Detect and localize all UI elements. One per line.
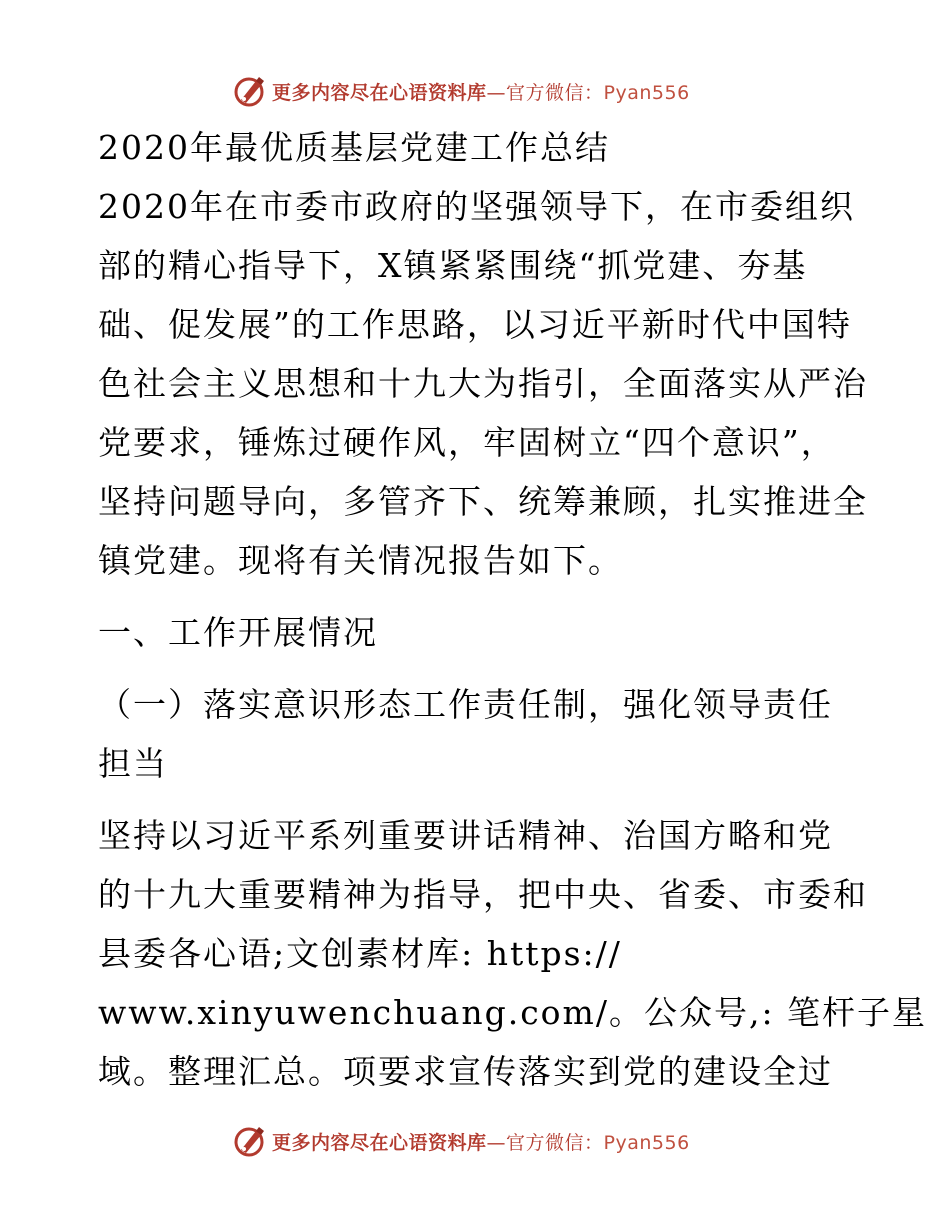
paragraph2-line: www.xinyuwenchuang.com/。公众号,: 笔杆子星 [98, 993, 928, 1032]
paragraph1-line: 镇党建。现将有关情况报告如下。 [98, 541, 623, 580]
watermark-dash: — [486, 81, 507, 104]
watermark-text [272, 1128, 690, 1155]
pen-logo-icon [232, 73, 268, 109]
document-title: 2020年最优质基层党建工作总结 [98, 128, 610, 167]
watermark-id: Pyan556 [603, 81, 690, 104]
paragraph2-line: 县委各心语;文创素材库: https:// [98, 934, 622, 973]
paragraph2-line: 的十九大重要精神为指导，把中央、省委、市委和 [98, 875, 868, 914]
watermark-banner-top [232, 71, 690, 111]
watermark-id: Pyan556 [603, 1131, 690, 1154]
subsection-heading-line: 担当 [98, 744, 168, 783]
watermark-text [272, 78, 690, 105]
watermark-dash: — [486, 1131, 507, 1154]
section-heading: 一、工作开展情况 [98, 613, 378, 652]
paragraph1-line: 部的精心指导下，X镇紧紧围绕“抓党建、夯基 [98, 246, 808, 285]
watermark-sub: 官方微信： [506, 1131, 604, 1154]
watermark-banner-bottom [232, 1121, 690, 1161]
watermark-main: 更多内容尽在心语资料库 [272, 1131, 487, 1154]
paragraph1-line: 2020年在市委市政府的坚强领导下，在市委组织 [98, 187, 855, 226]
document-body [98, 120, 928, 1092]
paragraph2-line: 坚持以习近平系列重要讲话精神、治国方略和党 [98, 816, 833, 855]
paragraph1-line: 色社会主义思想和十九大为指引，全面落实从严治 [98, 364, 868, 403]
paragraph1-line: 坚持问题导向，多管齐下、统筹兼顾，扎实推进全 [98, 482, 868, 521]
watermark-main: 更多内容尽在心语资料库 [272, 81, 487, 104]
watermark-sub: 官方微信： [506, 81, 604, 104]
paragraph1-line: 党要求，锤炼过硬作风，牢固树立“四个意识”， [98, 423, 836, 462]
subsection-heading-line: （一）落实意识形态工作责任制，强化领导责任 [98, 685, 833, 724]
paragraph2-line: 域。整理汇总。项要求宣传落实到党的建设全过 [98, 1052, 833, 1091]
paragraph1-line: 础、促发展”的工作思路，以习近平新时代中国特 [98, 305, 852, 344]
pen-logo-icon [232, 1123, 268, 1159]
